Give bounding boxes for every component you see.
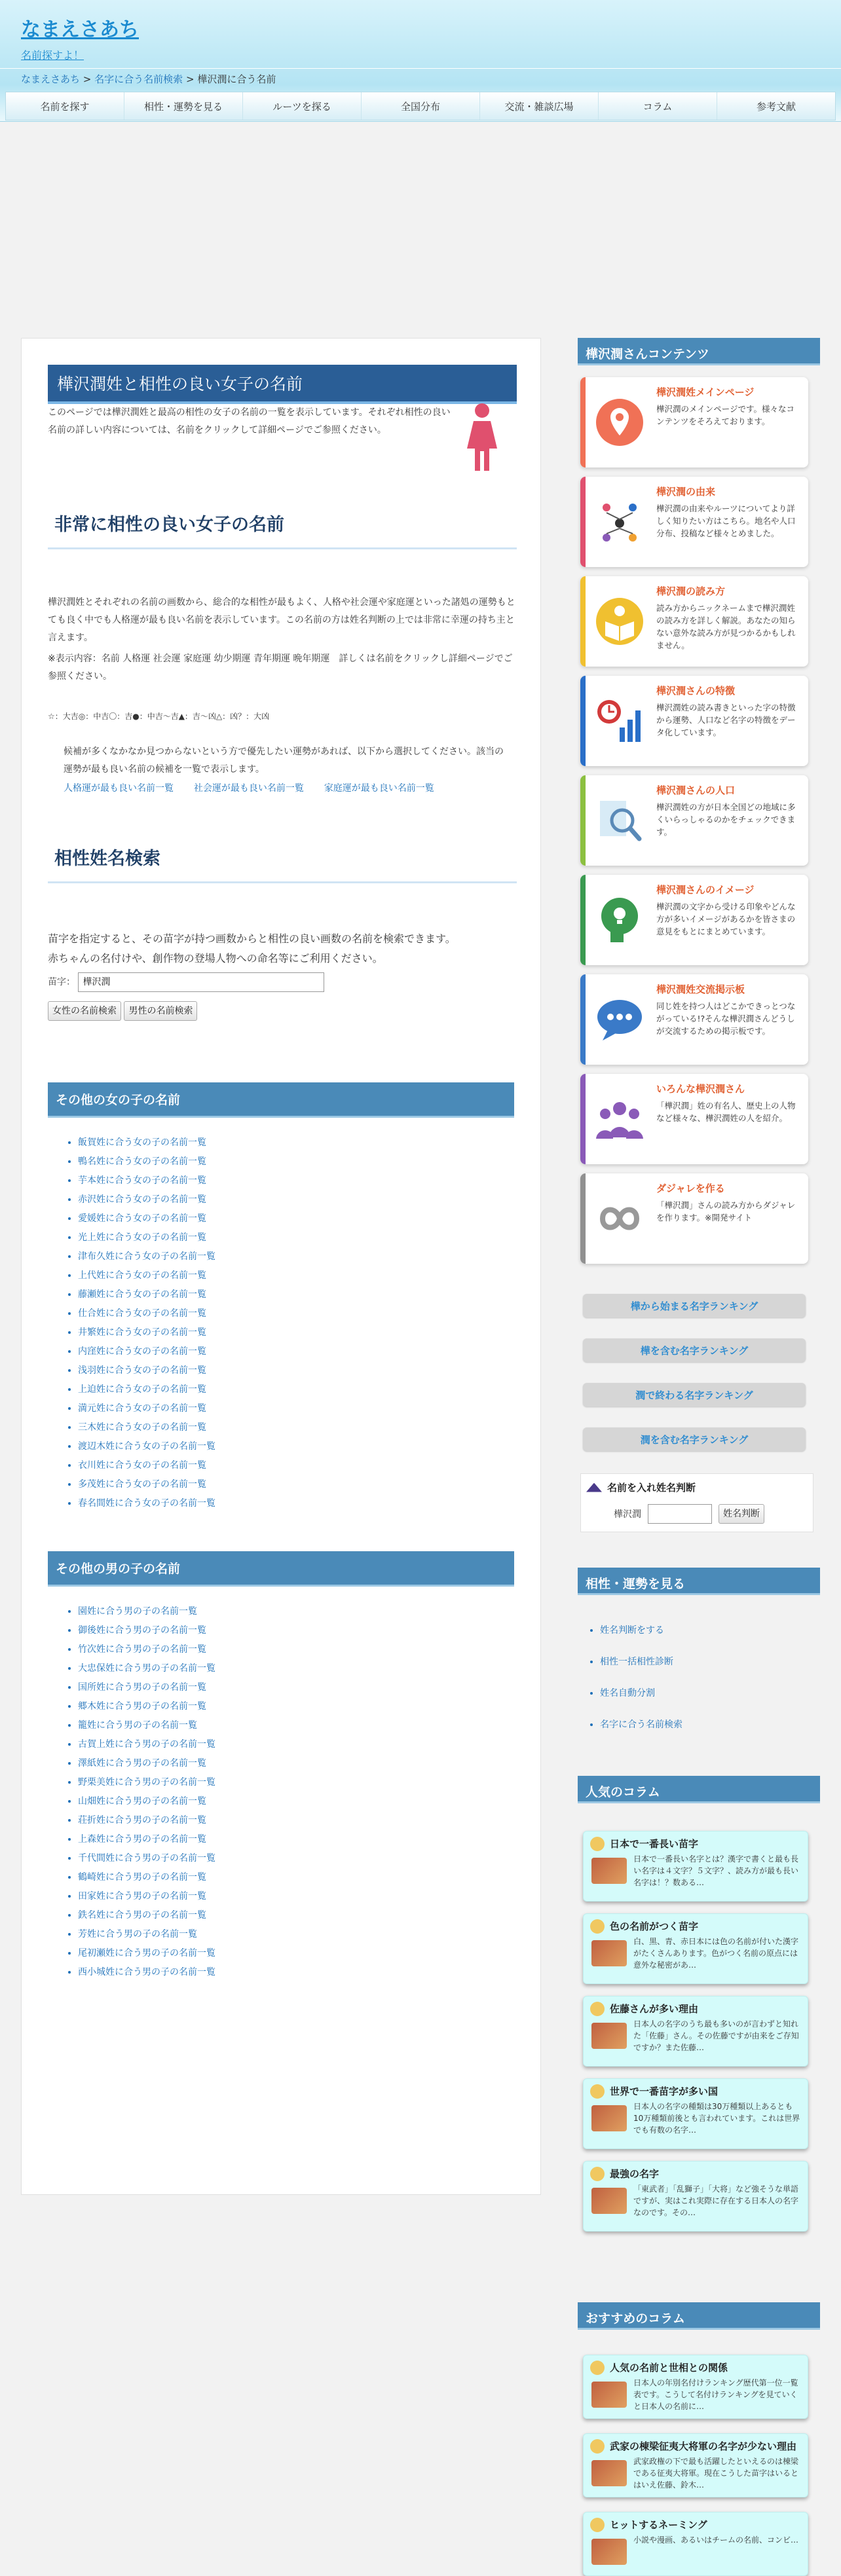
girl-name-link[interactable]: 愛媛姓に合う女の子の名前一覧 bbox=[78, 1213, 206, 1224]
popular-column-card[interactable] bbox=[583, 1913, 808, 1984]
boy-name-link[interactable]: 澤紙姓に合う男の子の名前一覧 bbox=[78, 1758, 206, 1769]
ranking-button[interactable]: 潤で終わる名字ランキング bbox=[583, 1383, 806, 1407]
girl-name-link[interactable]: 春名間姓に合う女の子の名前一覧 bbox=[78, 1498, 215, 1509]
nav-item-find-name[interactable]: 名前を探す bbox=[6, 92, 124, 120]
card-title: 樺沢潤姓交流掲示板 bbox=[656, 984, 745, 995]
recommended-column-card[interactable] bbox=[583, 2433, 808, 2497]
lightbulb-icon bbox=[590, 2084, 605, 2099]
list-item bbox=[78, 1602, 504, 1621]
chat-bubble-icon bbox=[593, 993, 646, 1046]
card-title: 樺沢潤姓メインページ bbox=[656, 386, 755, 398]
column-desc: 日本で一番長い名字とは？漢字で書くと最も長い名字は４文字？５文字？、読み方が最も長い名字は！？数ある… bbox=[633, 1854, 799, 1887]
fortune-legend: ☆：大吉◎：中吉〇：吉●：中吉〜吉▲：吉〜凶△：凶？：大凶 bbox=[48, 712, 270, 721]
link-family-best[interactable]: 家庭運が最も良い名前一覧 bbox=[324, 783, 434, 794]
card-desc: 樺沢潤の由来やルーツについてより詳しく知りたい方はこちら。地名や人口分布、投稿など様々とめました。 bbox=[656, 504, 796, 538]
search-text-2: 赤ちゃんの名付けや、創作物の登場人物への命名等にご利用ください。 bbox=[48, 952, 383, 965]
list-item bbox=[78, 1716, 504, 1735]
card-accent-bar bbox=[580, 576, 586, 667]
chart-clock-icon bbox=[593, 695, 646, 747]
card-accent-bar bbox=[580, 1074, 586, 1164]
girl-name-link[interactable]: 上迫姓に合う女の子の名前一覧 bbox=[78, 1384, 206, 1395]
list-item bbox=[78, 1190, 504, 1209]
girl-name-link[interactable]: 三木姓に合う女の子の名前一覧 bbox=[78, 1422, 206, 1433]
section-compatible-title: 非常に相性の良い女子の名前 bbox=[48, 498, 517, 549]
fallback-links bbox=[64, 781, 515, 794]
list-item bbox=[78, 1830, 504, 1849]
sidebar-recommend-title: おすすめのコラム bbox=[578, 2302, 820, 2330]
girl-name-link[interactable]: 多茂姓に合う女の子の名前一覧 bbox=[78, 1479, 206, 1490]
nav-item-fortune[interactable]: 相性・運勢を見る bbox=[124, 92, 243, 120]
list-item bbox=[78, 1811, 504, 1830]
card-title: 樺沢潤さんのイメージ bbox=[656, 884, 755, 896]
lightbulb-icon bbox=[590, 2167, 605, 2181]
column-title: 最強の名字 bbox=[610, 2168, 660, 2180]
search-text-1: 苗字を指定すると、その苗字が持つ画数からと相性の良い画数の名前を検索できます。 bbox=[48, 932, 456, 945]
girl-name-link[interactable]: 赤沢姓に合う女の子の名前一覧 bbox=[78, 1194, 206, 1205]
list-item bbox=[78, 1285, 504, 1304]
list-item bbox=[600, 1709, 682, 1740]
popular-column-card[interactable] bbox=[583, 1831, 808, 1902]
list-item bbox=[78, 1380, 504, 1399]
boy-name-link[interactable]: 大忠保姓に合う男の子の名前一覧 bbox=[78, 1663, 215, 1674]
content-card[interactable] bbox=[580, 576, 808, 667]
list-item bbox=[78, 1133, 504, 1152]
section-compatible-note: ※表示内容：名前 人格運 社会運 家庭運 幼少期運 青年期運 晩年期運 詳しくは名前をクリックし詳細ページでご参照ください。 bbox=[48, 653, 513, 682]
column-title: 武家の棟梁征夷大将軍の名字が少ない理由 bbox=[610, 2440, 797, 2452]
ranking-button[interactable]: 樺を含む名字ランキング bbox=[583, 1338, 806, 1362]
column-desc: 「東武者」「乱獅子」「大将」など強そうな単語ですが、実はこれ実際に存在する日本人の名字なのです。その… bbox=[633, 2184, 799, 2217]
page-title: 樺沢潤姓と相性の良い女子の名前 bbox=[48, 365, 517, 404]
column-desc: 日本人の名字の種類は30万種類以上あるとも10万種類前後とも言われています。これは世界でも有数の名字… bbox=[633, 2102, 800, 2135]
column-desc: 武家政権の下で最も活躍したといえるのは棟梁である征夷大将軍。現在こうした苗字はいるとはいえ佐藤、鈴木… bbox=[633, 2457, 799, 2490]
global-nav bbox=[5, 92, 836, 120]
list-item bbox=[78, 1475, 504, 1494]
card-title: 樺沢潤の由来 bbox=[656, 486, 716, 498]
ranking-button[interactable]: 樺から始まる名字ランキング bbox=[583, 1294, 806, 1317]
lightbulb-icon bbox=[590, 1919, 605, 1934]
list-item bbox=[78, 1659, 504, 1678]
card-accent-bar bbox=[580, 477, 586, 567]
list-item bbox=[78, 1399, 504, 1418]
boy-name-link[interactable]: 西小城姓に合う男の子の名前一覧 bbox=[78, 1967, 215, 1978]
boy-name-link[interactable]: 野栗美姓に合う男の子の名前一覧 bbox=[78, 1777, 215, 1788]
breadcrumb bbox=[21, 72, 276, 86]
column-thumbnail bbox=[591, 2382, 627, 2408]
boy-name-link[interactable]: 園姓に合う男の子の名前一覧 bbox=[78, 1606, 197, 1617]
girl-name-link[interactable]: 仕合姓に合う女の子の名前一覧 bbox=[78, 1308, 206, 1319]
card-title: 樺沢潤さんの特徴 bbox=[656, 685, 736, 697]
fortune-link[interactable]: 姓名自動分割 bbox=[600, 1688, 655, 1699]
popular-column-card[interactable] bbox=[583, 2078, 808, 2149]
link-personality-best[interactable]: 人格運が最も良い名前一覧 bbox=[64, 783, 174, 794]
other-boys-title: その他の男の子の名前 bbox=[48, 1551, 514, 1587]
nav-item-column[interactable]: コラム bbox=[599, 92, 717, 120]
content-card[interactable] bbox=[580, 974, 808, 1065]
breadcrumb-home-link[interactable]: なまえさあち bbox=[21, 73, 81, 85]
list-item bbox=[78, 1152, 504, 1171]
girl-name-link[interactable]: 飯賀姓に合う女の子の名前一覧 bbox=[78, 1137, 206, 1148]
boy-name-link[interactable]: 千代間姓に合う男の子の名前一覧 bbox=[78, 1853, 215, 1864]
list-item bbox=[78, 1456, 504, 1475]
lightbulb-icon bbox=[590, 2518, 605, 2532]
card-accent-bar bbox=[580, 377, 586, 468]
list-item bbox=[78, 1437, 504, 1456]
girl-name-link[interactable]: 鴨名姓に合う女の子の名前一覧 bbox=[78, 1156, 206, 1167]
family-tree-icon bbox=[593, 496, 646, 548]
breadcrumb-search-link[interactable]: 名字に合う名前検索 bbox=[94, 73, 183, 85]
girl-name-link[interactable]: 渡辺木姓に合う女の子の名前一覧 bbox=[78, 1441, 215, 1452]
column-thumbnail bbox=[591, 1940, 627, 1966]
girl-name-link[interactable]: 井繁姓に合う女の子の名前一覧 bbox=[78, 1327, 206, 1338]
magnifier-icon bbox=[593, 794, 646, 847]
column-title: 日本で一番長い苗字 bbox=[610, 1838, 699, 1850]
head-idea-icon bbox=[593, 894, 646, 946]
list-item bbox=[78, 1773, 504, 1792]
name-judge-title: 名前を入れ姓名判断 bbox=[607, 1482, 696, 1494]
name-judge-button[interactable]: 姓名判断 bbox=[719, 1504, 764, 1524]
list-item bbox=[78, 1963, 504, 1982]
recommended-column-card[interactable] bbox=[583, 2355, 808, 2419]
boy-name-link[interactable]: 国所姓に合う男の子の名前一覧 bbox=[78, 1682, 206, 1693]
list-item bbox=[78, 1228, 504, 1247]
lightbulb-icon bbox=[590, 2002, 605, 2016]
column-desc: 白、黒、青、赤日本には色の名前が付いた漢字がたくさんあります。色がつく名前の原点には意外な秘密があ… bbox=[633, 1937, 799, 1970]
list-item bbox=[600, 1646, 682, 1678]
list-item bbox=[78, 1621, 504, 1640]
ranking-button[interactable]: 潤を含む名字ランキング bbox=[583, 1427, 806, 1451]
list-item bbox=[78, 1494, 504, 1513]
boy-name-link[interactable]: 古賀上姓に合う男の子の名前一覧 bbox=[78, 1739, 215, 1750]
breadcrumb-separator: > bbox=[83, 73, 92, 85]
list-item bbox=[78, 1906, 504, 1925]
lightbulb-icon bbox=[590, 1837, 605, 1851]
card-desc: 樺沢潤のメインページです。様々なコンテンツをそろえております。 bbox=[656, 404, 795, 426]
content-card[interactable] bbox=[580, 676, 808, 766]
boy-name-link[interactable]: 竹次姓に合う男の子の名前一覧 bbox=[78, 1644, 206, 1655]
site-header bbox=[0, 0, 841, 122]
breadcrumb-current: 樺沢潤に合う名前 bbox=[197, 73, 276, 85]
boy-name-link[interactable]: 荘折姓に合う男の子の名前一覧 bbox=[78, 1815, 206, 1826]
other-boys-list bbox=[58, 1602, 504, 1982]
breadcrumb-separator: > bbox=[185, 73, 195, 85]
list-item bbox=[78, 1868, 504, 1887]
column-desc: 日本人の年別名付けランキング歴代第一位一覧表です。こうして名付けランキングを見ていくと日本人の名前に… bbox=[633, 2378, 798, 2411]
girl-name-link[interactable]: 光上姓に合う女の子の名前一覧 bbox=[78, 1232, 206, 1243]
column-title: ヒットするネーミング bbox=[610, 2519, 707, 2531]
card-accent-bar bbox=[580, 974, 586, 1065]
surname-input[interactable]: 樺沢潤 bbox=[78, 972, 324, 992]
list-item bbox=[78, 1266, 504, 1285]
hanger-icon bbox=[586, 1483, 602, 1492]
surname-search-form bbox=[48, 972, 517, 992]
column-desc: 小説や漫画、あるいはチームの名前、コンビ… bbox=[633, 2535, 799, 2545]
girl-name-link[interactable]: 浅羽姓に合う女の子の名前一覧 bbox=[78, 1365, 206, 1376]
content-card[interactable] bbox=[580, 377, 808, 468]
reading-person-icon bbox=[593, 595, 646, 648]
column-title: 佐藤さんが多い理由 bbox=[610, 2003, 699, 2015]
content-card[interactable] bbox=[580, 1173, 808, 1264]
boy-name-link[interactable]: 鉄名姓に合う男の子の名前一覧 bbox=[78, 1910, 206, 1921]
card-title: 樺沢潤さんの人口 bbox=[656, 784, 736, 796]
list-item bbox=[78, 1418, 504, 1437]
nav-item-references[interactable]: 参考文献 bbox=[756, 100, 796, 113]
surname-label: 苗字： bbox=[48, 977, 75, 987]
card-desc: 読み方からニックネームまで樺沢潤姓の読み方を詳しく解説。あなたの知らない意外な読み方が見つかるかもしれません。 bbox=[656, 603, 796, 650]
female-icon bbox=[464, 403, 500, 472]
card-accent-bar bbox=[580, 775, 586, 866]
nav-item-roots[interactable]: ルーツを探る bbox=[243, 92, 362, 120]
column-thumbnail bbox=[591, 2023, 627, 2049]
lightbulb-icon bbox=[590, 2361, 605, 2375]
sidebar-contents-title: 樺沢潤さんコンテンツ bbox=[578, 338, 820, 365]
column-thumbnail bbox=[591, 2188, 627, 2214]
boy-name-link[interactable]: 鶴崎姓に合う男の子の名前一覧 bbox=[78, 1872, 206, 1883]
given-name-input[interactable] bbox=[648, 1504, 712, 1524]
girl-name-link[interactable]: 藤瀬姓に合う女の子の名前一覧 bbox=[78, 1289, 206, 1300]
boy-name-link[interactable]: 籠姓に合う男の子の名前一覧 bbox=[78, 1720, 197, 1731]
list-item bbox=[78, 1342, 504, 1361]
nav-item-community[interactable]: 交流・雑談広場 bbox=[480, 92, 599, 120]
card-title: ダジャレを作る bbox=[656, 1183, 725, 1194]
content-card[interactable] bbox=[580, 477, 808, 567]
boy-name-link[interactable]: 上森姓に合う男の子の名前一覧 bbox=[78, 1834, 206, 1845]
boy-name-link[interactable]: 御後姓に合う男の子の名前一覧 bbox=[78, 1625, 206, 1636]
card-accent-bar bbox=[580, 676, 586, 766]
list-item bbox=[78, 1735, 504, 1754]
list-item bbox=[78, 1697, 504, 1716]
list-item bbox=[78, 1209, 504, 1228]
list-item bbox=[600, 1615, 682, 1646]
nav-item-distribution[interactable]: 全国分布 bbox=[362, 92, 480, 120]
card-desc: 樺沢潤姓の読み書きといった字の特徴から運勢、人口など名字の特徴をデータ化しています。 bbox=[656, 703, 796, 737]
intro-text: このページでは樺沢潤姓と最高の相性の女子の名前の一覧を表示しています。それぞれ相性の良い名前の詳しい内容については、名前をクリックして詳細ページでご参照ください。 bbox=[48, 407, 451, 435]
content-card[interactable] bbox=[580, 1074, 808, 1164]
column-thumbnail bbox=[591, 2105, 627, 2131]
card-accent-bar bbox=[580, 1173, 586, 1264]
list-item bbox=[78, 1304, 504, 1323]
girl-name-link[interactable]: 津布久姓に合う女の子の名前一覧 bbox=[78, 1251, 215, 1262]
sidebar-column-title: 人気のコラム bbox=[578, 1776, 820, 1803]
other-girls-title: その他の女の子の名前 bbox=[48, 1082, 514, 1118]
fortune-link[interactable]: 相性一括相性診断 bbox=[600, 1657, 673, 1667]
recommended-column-card[interactable] bbox=[583, 2512, 808, 2576]
fortune-link[interactable]: 姓名判断をする bbox=[600, 1625, 664, 1636]
people-icon bbox=[593, 1093, 646, 1145]
list-item bbox=[78, 1887, 504, 1906]
column-title: 世界で一番苗字が多い国 bbox=[610, 2086, 719, 2097]
card-desc: 樺沢潤の文字から受ける印象やどんな方が多いイメージがあるかを皆さまの意見をもとにまとめています。 bbox=[656, 902, 796, 936]
girl-name-link[interactable]: 満元姓に合う女の子の名前一覧 bbox=[78, 1403, 206, 1414]
content-card[interactable] bbox=[580, 875, 808, 965]
fortune-link-list bbox=[600, 1615, 682, 1740]
list-item bbox=[78, 1925, 504, 1944]
card-desc: 「樺沢潤」さんの読み方からダジャレを作ります。※開発サイト bbox=[656, 1200, 796, 1223]
girl-name-link[interactable]: 上代姓に合う女の子の名前一覧 bbox=[78, 1270, 206, 1281]
sidebar-fortune-title: 相性・運勢を見る bbox=[578, 1568, 820, 1595]
content-card[interactable] bbox=[580, 775, 808, 866]
card-desc: 樺沢潤姓の方が日本全国どの地域に多くいらっしゃるのかをチェックできます。 bbox=[656, 802, 796, 837]
boy-name-link[interactable]: 山畑姓に合う男の子の名前一覧 bbox=[78, 1796, 206, 1807]
list-item bbox=[600, 1678, 682, 1709]
column-title: 色の名前がつく苗字 bbox=[610, 1921, 699, 1932]
list-item bbox=[78, 1247, 504, 1266]
search-girl-button[interactable]: 女性の名前検索 bbox=[48, 1001, 121, 1021]
main-content bbox=[21, 338, 541, 2195]
list-item bbox=[78, 1944, 504, 1963]
other-girls-list bbox=[58, 1133, 504, 1513]
search-boy-button[interactable]: 男性の名前検索 bbox=[124, 1001, 197, 1021]
list-item bbox=[78, 1849, 504, 1868]
link-social-best[interactable]: 社会運が最も良い名前一覧 bbox=[193, 783, 304, 794]
card-accent-bar bbox=[580, 875, 586, 965]
list-item bbox=[78, 1361, 504, 1380]
sidebar bbox=[578, 338, 820, 2545]
site-title-link[interactable]: なまえさあち bbox=[21, 18, 139, 41]
column-thumbnail bbox=[591, 2539, 627, 2565]
girl-name-link[interactable]: 衣川姓に合う女の子の名前一覧 bbox=[78, 1460, 206, 1471]
name-judge-box bbox=[580, 1473, 813, 1532]
search-buttons bbox=[48, 1001, 517, 1021]
list-item bbox=[78, 1754, 504, 1773]
judge-surname: 樺沢潤 bbox=[614, 1509, 641, 1520]
column-thumbnail bbox=[591, 2460, 627, 2486]
lightbulb-icon bbox=[590, 2439, 605, 2454]
list-item bbox=[78, 1792, 504, 1811]
boy-name-link[interactable]: 郷木姓に合う男の子の名前一覧 bbox=[78, 1701, 206, 1712]
card-title: 樺沢潤の読み方 bbox=[656, 585, 726, 597]
card-desc: 「樺沢潤」姓の有名人、歴史上の人物など様々な、樺沢潤姓の人を紹介。 bbox=[656, 1101, 796, 1123]
boy-name-link[interactable]: 田家姓に合う男の子の名前一覧 bbox=[78, 1891, 206, 1902]
map-pin-icon bbox=[593, 396, 646, 449]
fortune-link[interactable]: 名字に合う名前検索 bbox=[600, 1720, 682, 1730]
column-title: 人気の名前と世相との関係 bbox=[610, 2362, 728, 2374]
popular-column-card[interactable] bbox=[583, 1996, 808, 2067]
list-item bbox=[78, 1323, 504, 1342]
card-desc: 同じ姓を持つ人はどこかできっとつながっている!?そんな樺沢潤さんどうしが交流するための掲示板です。 bbox=[656, 1001, 796, 1036]
infinity-icon bbox=[593, 1192, 646, 1245]
section-compatible-text: 樺沢潤姓とそれぞれの名前の画数から、総合的な相性が最もよく、人格や社会運や家庭運といった諸処の運勢もとても良く中でも人格運が最も良い名前を表示しています。この名前の方は姓名判断の上では非常に幸運の持ち主と言えます。 bbox=[48, 597, 515, 643]
popular-column-card[interactable] bbox=[583, 2161, 808, 2232]
boy-name-link[interactable]: 尾初瀬姓に合う男の子の名前一覧 bbox=[78, 1948, 215, 1959]
boy-name-link[interactable]: 芳姓に合う男の子の名前一覧 bbox=[78, 1929, 197, 1940]
list-item bbox=[78, 1640, 504, 1659]
site-subtitle-link[interactable]: 名前探すよ！ bbox=[21, 49, 84, 62]
header-divider bbox=[0, 68, 841, 69]
list-item bbox=[78, 1171, 504, 1190]
card-title: いろんな樺沢潤さん bbox=[656, 1083, 745, 1095]
fallback-text: 候補が多くなかなか見つからないという方で優先したい運勢があれば、以下から選択してください。該当の運勢が最も良い名前の候補を一覧で表示します。 bbox=[64, 746, 504, 775]
list-item bbox=[78, 1678, 504, 1697]
girl-name-link[interactable]: 内窪姓に合う女の子の名前一覧 bbox=[78, 1346, 206, 1357]
section-search-title: 相性姓名検索 bbox=[48, 832, 517, 883]
girl-name-link[interactable]: 芋本姓に合う女の子の名前一覧 bbox=[78, 1175, 206, 1186]
column-desc: 日本人の名字のうち最も多いのが言わずと知れた「佐藤」さん。その佐藤ですが由来をご存知ですか？また佐藤… bbox=[633, 2019, 799, 2052]
column-thumbnail bbox=[591, 1858, 627, 1884]
